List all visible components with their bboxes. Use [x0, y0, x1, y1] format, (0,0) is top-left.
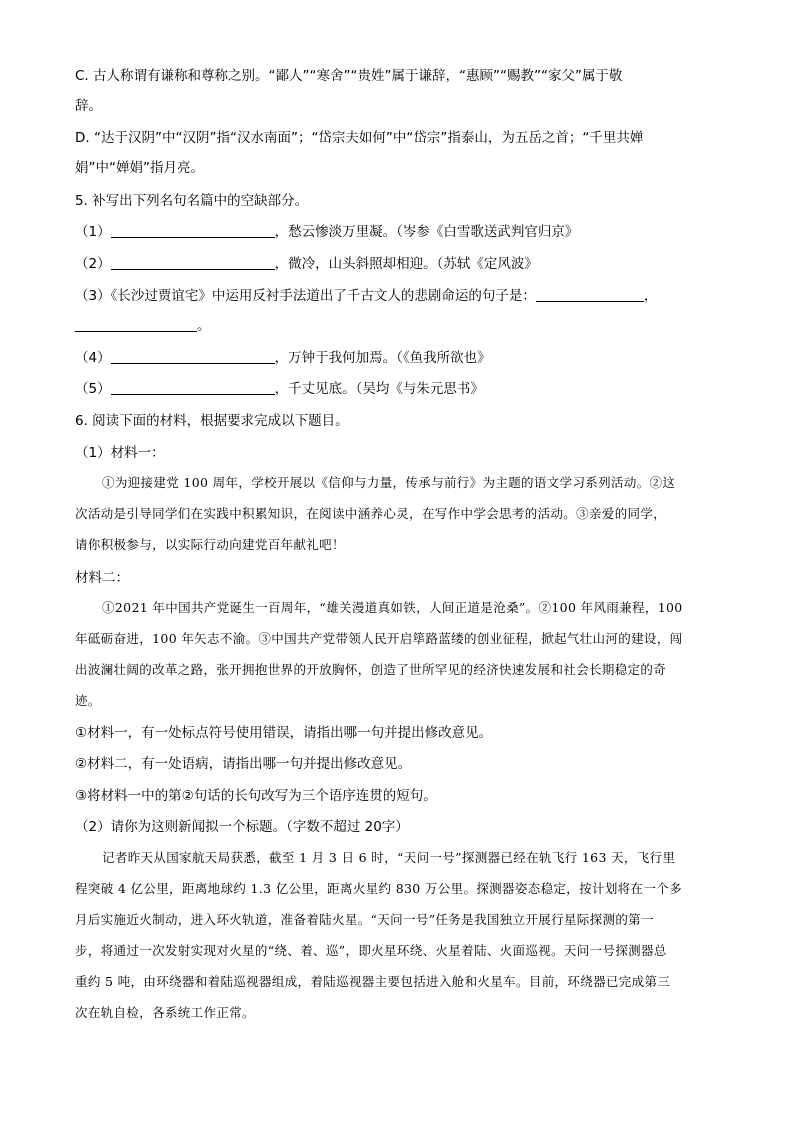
fill-item-1 — [75, 222, 725, 242]
news-line-1: 记者昨天从国家航天局获悉，截至 1 月 3 日 6 时，“天问一号”探测器已经在轨飞行 163 天，飞行里 — [102, 850, 676, 865]
material-1-line-2: 次活动是引导同学们在实践中积累知识，在阅读中涵养心灵，在写作中学会思考的活动。③亲爱的同学， — [75, 506, 667, 521]
fill-item-3-comma: ， — [643, 288, 658, 304]
fill-item-2-text: ，微冷，山头斜照却相迎。（苏轼《定风波》 — [274, 256, 538, 272]
fill-item-5-number: （5） — [75, 381, 111, 397]
fill-item-4 — [75, 348, 725, 368]
option-d-line-2: 娟”中“婵娟”指月亮。 — [75, 160, 204, 176]
material-2-label: 材料二： — [75, 570, 129, 586]
news-line-5: 重约 5 吨，由环绕器和着陆巡视器组成，着陆巡视器主要包括进入舱和火星车。目前，环绕器已完成第三 — [75, 974, 671, 989]
answer-blank-3b[interactable] — [75, 317, 197, 332]
question-5-title: 5. 补写出下列名句名篇中的空缺部分。 — [75, 193, 309, 209]
fill-item-1-text: ，愁云惨淡万里凝。（岑参《白雪歌送武判官归京》 — [274, 224, 579, 240]
option-d-line-1: D. “达于汉阴”中“汉阴”指“汉水南面”；“岱宗夫如何”中“岱宗”指泰山，为五岳之首；“千里共婵 — [75, 130, 644, 146]
material-1-label: （1）材料一： — [75, 445, 165, 461]
news-line-6: 次在轨自检，各系统工作正常。 — [75, 1005, 255, 1020]
fill-item-2 — [75, 254, 725, 274]
fill-item-3-line-2 — [75, 316, 725, 336]
fill-item-5-text: ，千丈见底。（吴均《与朱元思书》 — [274, 381, 484, 397]
fill-item-4-number: （4） — [75, 350, 111, 366]
fill-item-3-text: （3）《长沙过贾谊宅》中运用反衬手法道出了千古文人的悲剧命运的句子是： — [75, 288, 536, 304]
fill-item-2-number: （2） — [75, 256, 111, 272]
option-c-line-1: C. 古人称谓有谦称和尊称之别。“鄙人”“寒舍”“贵姓”属于谦辞，“惠顾”“赐教”“家父”属于敬 — [75, 68, 623, 84]
material-1-line-1: ①为迎接建党 100 周年，学校开展以《信仰与力量，传承与前行》为主题的语文学习系列活动。②这 — [102, 475, 676, 490]
answer-blank-2[interactable] — [111, 255, 275, 270]
option-c-line-2: 辞。 — [75, 98, 102, 114]
fill-item-5 — [75, 379, 725, 399]
answer-blank-1[interactable] — [111, 223, 275, 238]
fill-item-3-period: 。 — [197, 318, 211, 334]
answer-blank-4[interactable] — [111, 349, 275, 364]
fill-item-4-text: ，万钟于我何加焉。（《鱼我所欲也》 — [274, 350, 491, 366]
news-line-3: 月后实施近火制动，进入环火轨道，准备着陆火星。“天问一号”任务是我国独立开展行星际探测的第一 — [75, 912, 654, 927]
subquestion-2: ②材料二，有一处语病，请指出哪一句并提出修改意见。 — [75, 756, 412, 772]
material-2-line-1: ①2021 年中国共产党诞生一百周年，“雄关漫道真如铁，人间正道是沧桑”。②100 年风雨兼程，100 — [102, 600, 683, 615]
subquestion-1: ①材料一，有一处标点符号使用错误，请指出哪一句并提出修改意见。 — [75, 725, 493, 741]
news-line-4: 步，将通过一次发射实现对火星的“绕、着、巡”，即火星环绕、火星着陆、火面巡视。天问一号探测器总 — [75, 943, 667, 958]
material-1-line-3: 请你积极参与，以实际行动向建党百年献礼吧！ — [75, 537, 345, 552]
subquestion-3: ③将材料一中的第②句话的长句改写为三个语序连贯的短句。 — [75, 788, 437, 804]
fill-item-1-number: （1） — [75, 224, 111, 240]
news-line-2: 程突破 4 亿公里，距离地球约 1.3 亿公里，距离火星约 830 万公里。探测器姿态稳定，按计划将在一个多 — [75, 881, 682, 896]
answer-blank-3a[interactable] — [536, 287, 644, 302]
material-2-line-2: 年砥砺奋进，100 年矢志不渝。③中国共产党带领人民开启筚路蓝缕的创业征程，掀起气壮山河的建设，闯 — [75, 631, 683, 646]
answer-blank-5[interactable] — [111, 380, 275, 395]
fill-item-3-line-1 — [75, 286, 725, 306]
material-2-line-3: 出波澜壮阔的改革之路，张开拥抱世界的开放胸怀，创造了世所罕见的经济快速发展和社会长期稳定的奇 — [75, 662, 667, 677]
question-6-title: 6. 阅读下面的材料，根据要求完成以下题目。 — [75, 413, 349, 429]
material-2-line-4: 迹。 — [75, 693, 101, 708]
question-6-part-2: （2）请你为这则新闻拟一个标题。（字数不超过 20字） — [75, 819, 409, 835]
